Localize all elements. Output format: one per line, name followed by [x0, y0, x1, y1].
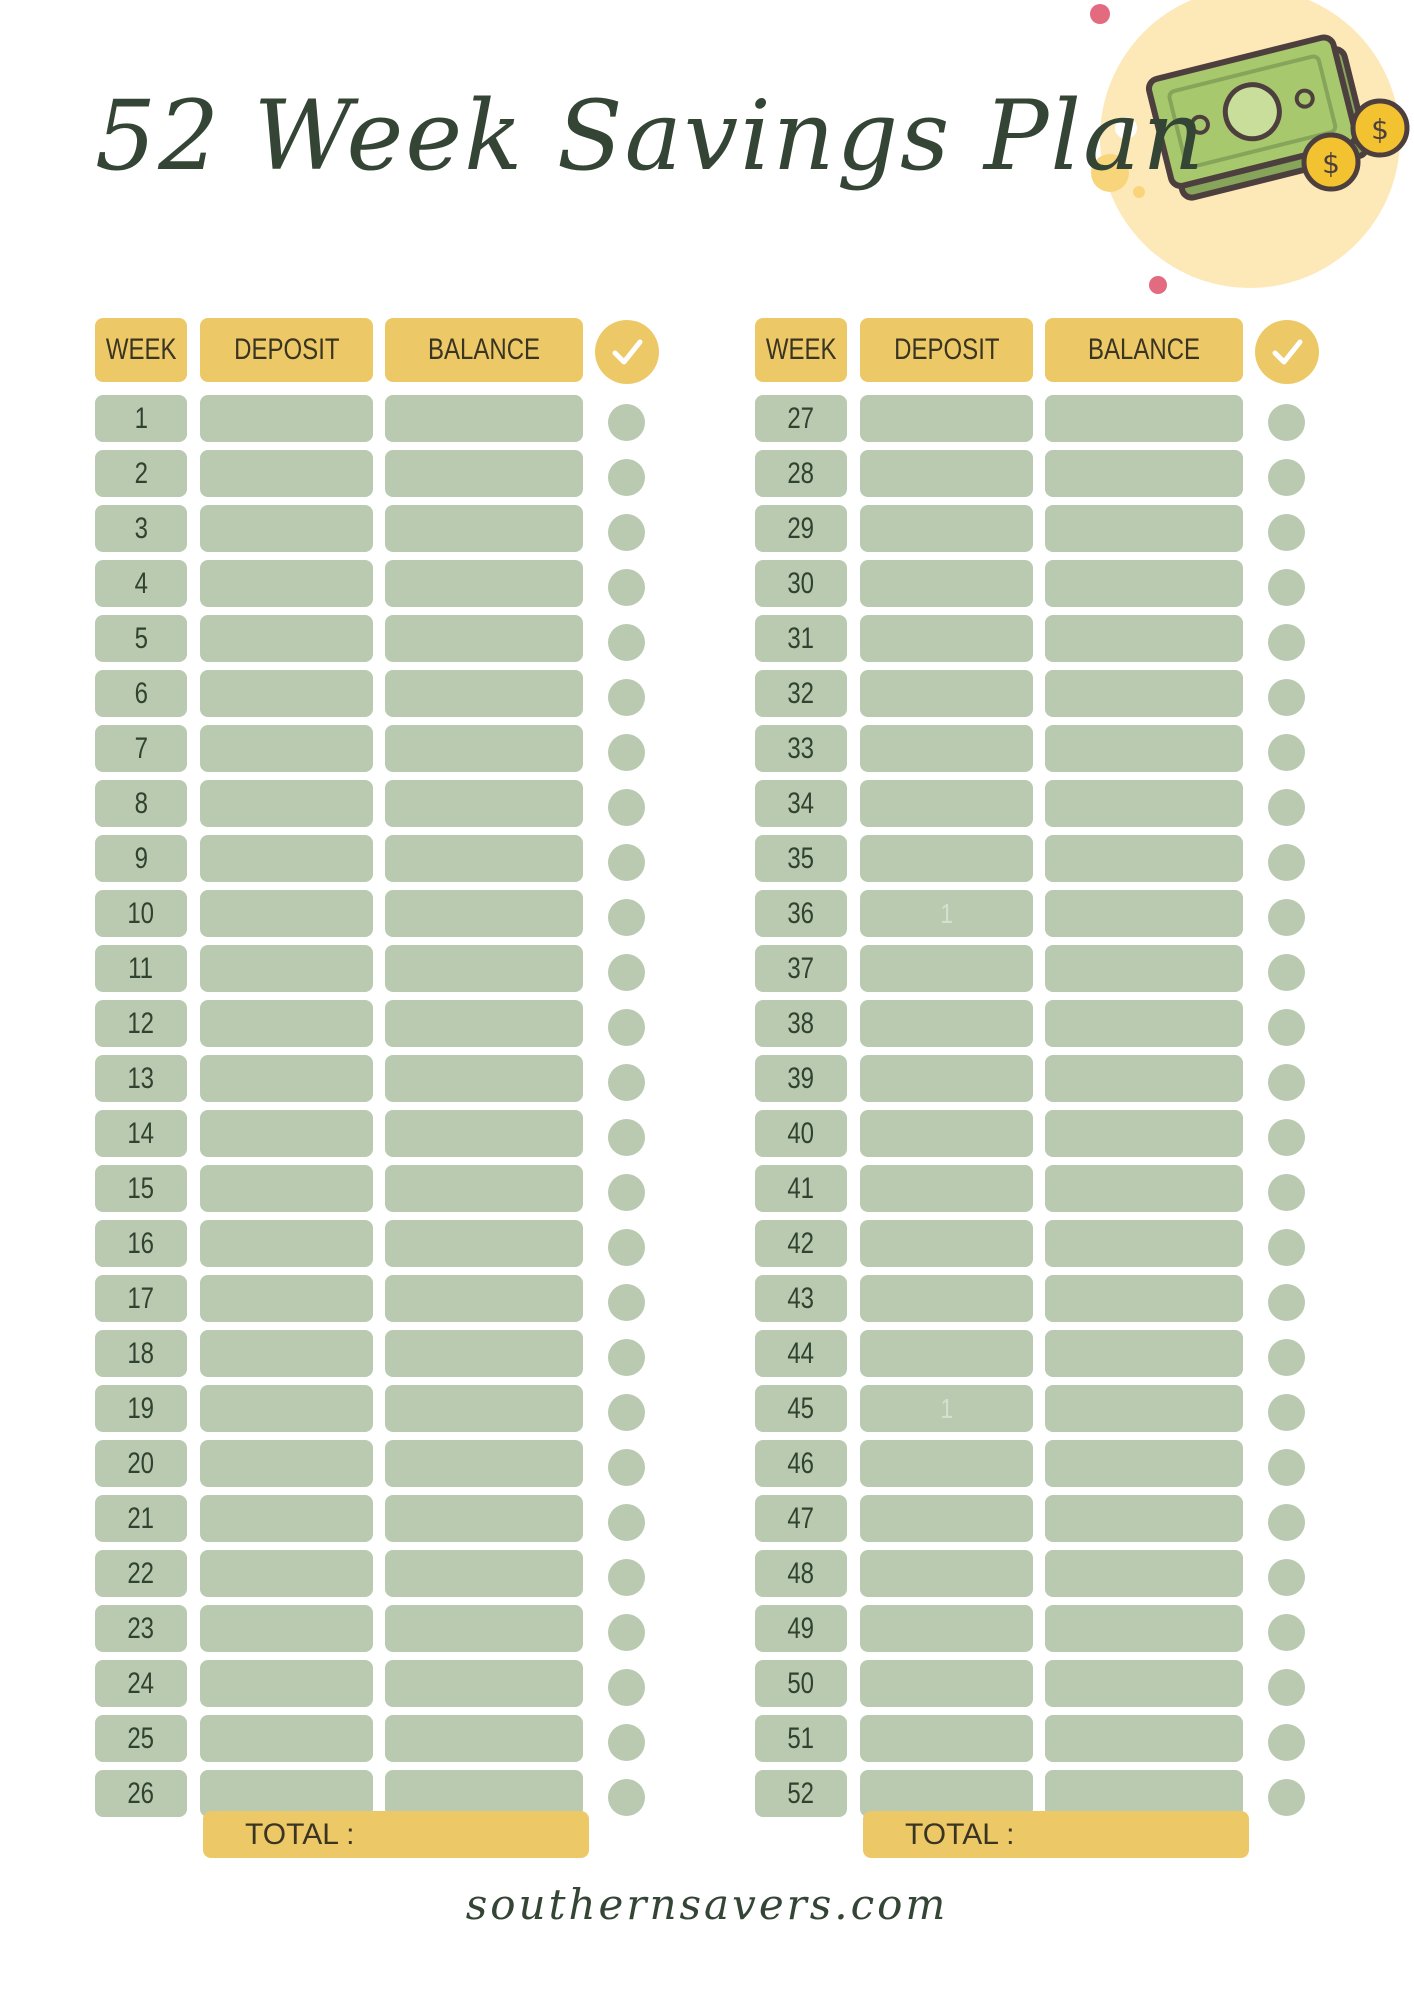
deposit-header: DEPOSIT: [860, 318, 1033, 382]
week-number: 39: [755, 1055, 847, 1102]
deposit-field[interactable]: [860, 1440, 1033, 1487]
check-header-icon: [1255, 320, 1319, 384]
deposit-field[interactable]: [200, 670, 373, 717]
week-number: 6: [95, 670, 187, 717]
week-number: 14: [95, 1110, 187, 1157]
completion-checkbox[interactable]: [1268, 1724, 1305, 1761]
table-row: [755, 670, 1345, 725]
balance-field[interactable]: [1045, 560, 1243, 607]
deposit-field[interactable]: [200, 615, 373, 662]
deposit-field[interactable]: [200, 1495, 373, 1542]
week-number: 5: [95, 615, 187, 662]
table-row: [755, 780, 1345, 835]
deposit-field[interactable]: [200, 1330, 373, 1377]
balance-field[interactable]: [1045, 1605, 1243, 1652]
page-title: 52 Week Savings Plan: [95, 80, 1207, 192]
completion-checkbox[interactable]: [608, 1229, 645, 1266]
completion-checkbox[interactable]: [608, 624, 645, 661]
balance-field[interactable]: [385, 1165, 583, 1212]
deposit-field[interactable]: [860, 1055, 1033, 1102]
deposit-field[interactable]: [200, 1660, 373, 1707]
table-header: [755, 318, 1345, 385]
week-header: WEEK: [755, 318, 847, 382]
balance-field[interactable]: [385, 1770, 583, 1817]
table-row: [755, 1715, 1345, 1770]
completion-checkbox[interactable]: [1268, 844, 1305, 881]
week-number: 30: [755, 560, 847, 607]
week-number: 23: [95, 1605, 187, 1652]
week-number: 10: [95, 890, 187, 937]
completion-checkbox[interactable]: [608, 789, 645, 826]
week-number: 13: [95, 1055, 187, 1102]
week-number: 8: [95, 780, 187, 827]
completion-checkbox[interactable]: [608, 1339, 645, 1376]
deposit-field[interactable]: [200, 725, 373, 772]
balance-field[interactable]: [385, 725, 583, 772]
week-number: 35: [755, 835, 847, 882]
svg-text:$: $: [1371, 113, 1389, 146]
table-row: [95, 560, 685, 615]
deposit-field[interactable]: [860, 945, 1033, 992]
total-field-right[interactable]: TOTAL :: [863, 1811, 1249, 1858]
balance-field[interactable]: [385, 395, 583, 442]
deposit-field[interactable]: [200, 1220, 373, 1267]
table-row: [755, 1550, 1345, 1605]
week-number: 25: [95, 1715, 187, 1762]
week-number: 16: [95, 1220, 187, 1267]
week-number: 34: [755, 780, 847, 827]
balance-field[interactable]: [1045, 1385, 1243, 1432]
table-row: [95, 1165, 685, 1220]
table-row: [95, 1330, 685, 1385]
table-row: [755, 450, 1345, 505]
completion-checkbox[interactable]: [608, 734, 645, 771]
check-header-icon: [595, 320, 659, 384]
deposit-field[interactable]: [860, 1165, 1033, 1212]
table-row: [95, 780, 685, 835]
deposit-field[interactable]: [200, 835, 373, 882]
week-number: 2: [95, 450, 187, 497]
balance-field[interactable]: [385, 1495, 583, 1542]
deposit-field[interactable]: [200, 1550, 373, 1597]
table-row: [755, 1660, 1345, 1715]
balance-field[interactable]: [1045, 1495, 1243, 1542]
deposit-field[interactable]: [860, 725, 1033, 772]
balance-field[interactable]: [385, 1275, 583, 1322]
table-row: [755, 505, 1345, 560]
week-number: 42: [755, 1220, 847, 1267]
completion-checkbox[interactable]: [1268, 679, 1305, 716]
week-number: 37: [755, 945, 847, 992]
completion-checkbox[interactable]: [1268, 1339, 1305, 1376]
balance-header: BALANCE: [1045, 318, 1243, 382]
week-number: 47: [755, 1495, 847, 1542]
decorative-dot: [1149, 276, 1167, 294]
deposit-field[interactable]: [200, 505, 373, 552]
week-number: 50: [755, 1660, 847, 1707]
deposit-field[interactable]: [200, 1770, 373, 1817]
completion-checkbox[interactable]: [1268, 514, 1305, 551]
balance-field[interactable]: [1045, 505, 1243, 552]
table-row: [755, 615, 1345, 670]
week-number: 4: [95, 560, 187, 607]
week-number: 31: [755, 615, 847, 662]
balance-field[interactable]: [385, 1055, 583, 1102]
balance-field[interactable]: [385, 1715, 583, 1762]
savings-table-weeks-27-52: [755, 318, 1345, 1825]
table-row: [755, 1440, 1345, 1495]
balance-field[interactable]: [385, 450, 583, 497]
week-number: 9: [95, 835, 187, 882]
decorative-dot: [1090, 4, 1110, 24]
completion-checkbox[interactable]: [1268, 1559, 1305, 1596]
balance-field[interactable]: [1045, 1055, 1243, 1102]
completion-checkbox[interactable]: [608, 404, 645, 441]
balance-field[interactable]: [1045, 1660, 1243, 1707]
deposit-field[interactable]: [200, 1165, 373, 1212]
deposit-field[interactable]: [200, 1385, 373, 1432]
table-row: [95, 1605, 685, 1660]
completion-checkbox[interactable]: [1268, 954, 1305, 991]
table-row: [95, 450, 685, 505]
completion-checkbox[interactable]: [608, 679, 645, 716]
table-row: [95, 945, 685, 1000]
balance-field[interactable]: [1045, 1550, 1243, 1597]
week-number: 32: [755, 670, 847, 717]
week-number: 17: [95, 1275, 187, 1322]
table-row: [755, 1165, 1345, 1220]
deposit-field[interactable]: [860, 1220, 1033, 1267]
deposit-field[interactable]: [860, 1715, 1033, 1762]
completion-checkbox[interactable]: [1268, 459, 1305, 496]
table-row: [755, 1055, 1345, 1110]
balance-field[interactable]: [385, 780, 583, 827]
completion-checkbox[interactable]: [608, 1669, 645, 1706]
completion-checkbox[interactable]: [1268, 899, 1305, 936]
completion-checkbox[interactable]: [1268, 734, 1305, 771]
balance-field[interactable]: [385, 890, 583, 937]
balance-field[interactable]: [1045, 1110, 1243, 1157]
balance-field[interactable]: [1045, 945, 1243, 992]
deposit-field[interactable]: [860, 450, 1033, 497]
balance-field[interactable]: [385, 835, 583, 882]
completion-checkbox[interactable]: [608, 1449, 645, 1486]
balance-field[interactable]: [1045, 670, 1243, 717]
week-number: 27: [755, 395, 847, 442]
table-row: [755, 1330, 1345, 1385]
table-row: [95, 890, 685, 945]
balance-header: BALANCE: [385, 318, 583, 382]
deposit-field[interactable]: [860, 615, 1033, 662]
week-number: 40: [755, 1110, 847, 1157]
week-number: 44: [755, 1330, 847, 1377]
deposit-field[interactable]: [860, 670, 1033, 717]
table-rows: [95, 395, 685, 1825]
week-number: 49: [755, 1605, 847, 1652]
completion-checkbox[interactable]: [1268, 1174, 1305, 1211]
week-number: 41: [755, 1165, 847, 1212]
completion-checkbox[interactable]: [608, 1394, 645, 1431]
table-header: [95, 318, 685, 385]
balance-field[interactable]: [1045, 1275, 1243, 1322]
completion-checkbox[interactable]: [1268, 1394, 1305, 1431]
table-row: [755, 560, 1345, 615]
deposit-field[interactable]: [860, 1000, 1033, 1047]
week-number: 12: [95, 1000, 187, 1047]
completion-checkbox[interactable]: [1268, 1504, 1305, 1541]
completion-checkbox[interactable]: [1268, 1009, 1305, 1046]
deposit-field[interactable]: [860, 835, 1033, 882]
completion-checkbox[interactable]: [608, 1614, 645, 1651]
week-number: 15: [95, 1165, 187, 1212]
week-number: 7: [95, 725, 187, 772]
balance-field[interactable]: [385, 1000, 583, 1047]
week-number: 1: [95, 395, 187, 442]
balance-field[interactable]: [1045, 835, 1243, 882]
week-number: 51: [755, 1715, 847, 1762]
week-number: 3: [95, 505, 187, 552]
balance-field[interactable]: [385, 1660, 583, 1707]
deposit-field[interactable]: [860, 1605, 1033, 1652]
table-row: [95, 725, 685, 780]
balance-field[interactable]: [1045, 395, 1243, 442]
week-number: 18: [95, 1330, 187, 1377]
deposit-field[interactable]: [200, 1715, 373, 1762]
week-number: 26: [95, 1770, 187, 1817]
week-number: 29: [755, 505, 847, 552]
table-row: [95, 1055, 685, 1110]
table-row: [95, 1550, 685, 1605]
balance-field[interactable]: [385, 505, 583, 552]
table-row: [755, 395, 1345, 450]
completion-checkbox[interactable]: [608, 1504, 645, 1541]
balance-field[interactable]: [385, 1385, 583, 1432]
completion-checkbox[interactable]: [1268, 1779, 1305, 1816]
deposit-field[interactable]: [860, 1660, 1033, 1707]
table-row: [95, 505, 685, 560]
balance-field[interactable]: [385, 1550, 583, 1597]
balance-field[interactable]: [1045, 780, 1243, 827]
deposit-field[interactable]: [200, 1110, 373, 1157]
week-number: 38: [755, 1000, 847, 1047]
table-row: [95, 1110, 685, 1165]
table-row: [95, 1220, 685, 1275]
week-header: WEEK: [95, 318, 187, 382]
completion-checkbox[interactable]: [608, 1724, 645, 1761]
table-row: [95, 1715, 685, 1770]
table-row: [755, 725, 1345, 780]
completion-checkbox[interactable]: [1268, 1229, 1305, 1266]
table-row: [755, 890, 1345, 945]
deposit-field[interactable]: [860, 395, 1033, 442]
deposit-field[interactable]: [860, 1495, 1033, 1542]
week-number: 11: [95, 945, 187, 992]
completion-checkbox[interactable]: [1268, 1064, 1305, 1101]
completion-checkbox[interactable]: [608, 1064, 645, 1101]
table-row: [755, 1110, 1345, 1165]
footer-website: southernsavers.com: [465, 1880, 949, 1929]
balance-field[interactable]: [1045, 1220, 1243, 1267]
table-row: [755, 945, 1345, 1000]
completion-checkbox[interactable]: [608, 954, 645, 991]
table-row: [95, 1495, 685, 1550]
table-row: [755, 1275, 1345, 1330]
deposit-field[interactable]: [860, 1110, 1033, 1157]
completion-checkbox[interactable]: [1268, 1449, 1305, 1486]
balance-field[interactable]: [385, 1110, 583, 1157]
deposit-field[interactable]: [860, 780, 1033, 827]
deposit-field[interactable]: 1: [860, 890, 1033, 937]
deposit-field[interactable]: [200, 890, 373, 937]
balance-field[interactable]: [1045, 1440, 1243, 1487]
week-number: 36: [755, 890, 847, 937]
deposit-field[interactable]: [200, 1275, 373, 1322]
balance-field[interactable]: [1045, 1330, 1243, 1377]
table-row: [95, 835, 685, 890]
table-rows: [755, 395, 1345, 1825]
deposit-field[interactable]: [860, 505, 1033, 552]
balance-field[interactable]: [385, 1220, 583, 1267]
completion-checkbox[interactable]: [608, 569, 645, 606]
deposit-field[interactable]: [200, 780, 373, 827]
deposit-field[interactable]: [860, 1550, 1033, 1597]
week-number: 24: [95, 1660, 187, 1707]
table-row: [95, 395, 685, 450]
completion-checkbox[interactable]: [608, 1559, 645, 1596]
completion-checkbox[interactable]: [608, 514, 645, 551]
completion-checkbox[interactable]: [1268, 1284, 1305, 1321]
week-number: 48: [755, 1550, 847, 1597]
week-number: 28: [755, 450, 847, 497]
deposit-field[interactable]: [200, 1055, 373, 1102]
completion-checkbox[interactable]: [608, 1779, 645, 1816]
balance-field[interactable]: [385, 615, 583, 662]
deposit-field[interactable]: [200, 560, 373, 607]
deposit-field[interactable]: 1: [860, 1385, 1033, 1432]
deposit-field[interactable]: [200, 945, 373, 992]
deposit-field[interactable]: [200, 395, 373, 442]
completion-checkbox[interactable]: [1268, 789, 1305, 826]
balance-field[interactable]: [1045, 1000, 1243, 1047]
week-number: 22: [95, 1550, 187, 1597]
table-row: [95, 615, 685, 670]
week-number: 43: [755, 1275, 847, 1322]
week-number: 19: [95, 1385, 187, 1432]
balance-field[interactable]: [1045, 890, 1243, 937]
deposit-field[interactable]: [860, 1770, 1033, 1817]
deposit-field[interactable]: [200, 1605, 373, 1652]
balance-field[interactable]: [385, 945, 583, 992]
savings-table-weeks-1-26: [95, 318, 685, 1825]
completion-checkbox[interactable]: [1268, 1119, 1305, 1156]
completion-checkbox[interactable]: [608, 459, 645, 496]
table-row: [755, 1385, 1345, 1440]
balance-field[interactable]: [385, 1605, 583, 1652]
completion-checkbox[interactable]: [608, 1119, 645, 1156]
deposit-header: DEPOSIT: [200, 318, 373, 382]
completion-checkbox[interactable]: [1268, 404, 1305, 441]
table-row: [755, 1605, 1345, 1660]
deposit-field[interactable]: [200, 1440, 373, 1487]
balance-field[interactable]: [385, 1330, 583, 1377]
balance-field[interactable]: [385, 670, 583, 717]
completion-checkbox[interactable]: [608, 1284, 645, 1321]
table-row: [95, 1660, 685, 1715]
balance-field[interactable]: [1045, 1165, 1243, 1212]
deposit-field[interactable]: [200, 1000, 373, 1047]
week-number: 45: [755, 1385, 847, 1432]
completion-checkbox[interactable]: [1268, 1614, 1305, 1651]
week-number: 46: [755, 1440, 847, 1487]
svg-text:$: $: [1322, 147, 1340, 180]
completion-checkbox[interactable]: [608, 844, 645, 881]
deposit-field[interactable]: [860, 560, 1033, 607]
balance-field[interactable]: [1045, 450, 1243, 497]
total-field-left[interactable]: TOTAL :: [203, 1811, 589, 1858]
table-row: [755, 1220, 1345, 1275]
table-row: [95, 670, 685, 725]
balance-field[interactable]: [1045, 615, 1243, 662]
completion-checkbox[interactable]: [1268, 1669, 1305, 1706]
table-row: [755, 835, 1345, 890]
balance-field[interactable]: [1045, 725, 1243, 772]
table-row: [95, 1440, 685, 1495]
table-row: [755, 1000, 1345, 1055]
completion-checkbox[interactable]: [1268, 624, 1305, 661]
completion-checkbox[interactable]: [608, 899, 645, 936]
table-row: [95, 1385, 685, 1440]
completion-checkbox[interactable]: [1268, 569, 1305, 606]
week-number: 21: [95, 1495, 187, 1542]
deposit-field[interactable]: [860, 1330, 1033, 1377]
completion-checkbox[interactable]: [608, 1174, 645, 1211]
balance-field[interactable]: [1045, 1715, 1243, 1762]
week-number: 33: [755, 725, 847, 772]
week-number: 52: [755, 1770, 847, 1817]
balance-field[interactable]: [385, 560, 583, 607]
balance-field[interactable]: [1045, 1770, 1243, 1817]
deposit-field[interactable]: [200, 450, 373, 497]
table-row: [755, 1495, 1345, 1550]
week-number: 20: [95, 1440, 187, 1487]
completion-checkbox[interactable]: [608, 1009, 645, 1046]
balance-field[interactable]: [385, 1440, 583, 1487]
table-row: [95, 1275, 685, 1330]
deposit-field[interactable]: [860, 1275, 1033, 1322]
table-row: [95, 1000, 685, 1055]
